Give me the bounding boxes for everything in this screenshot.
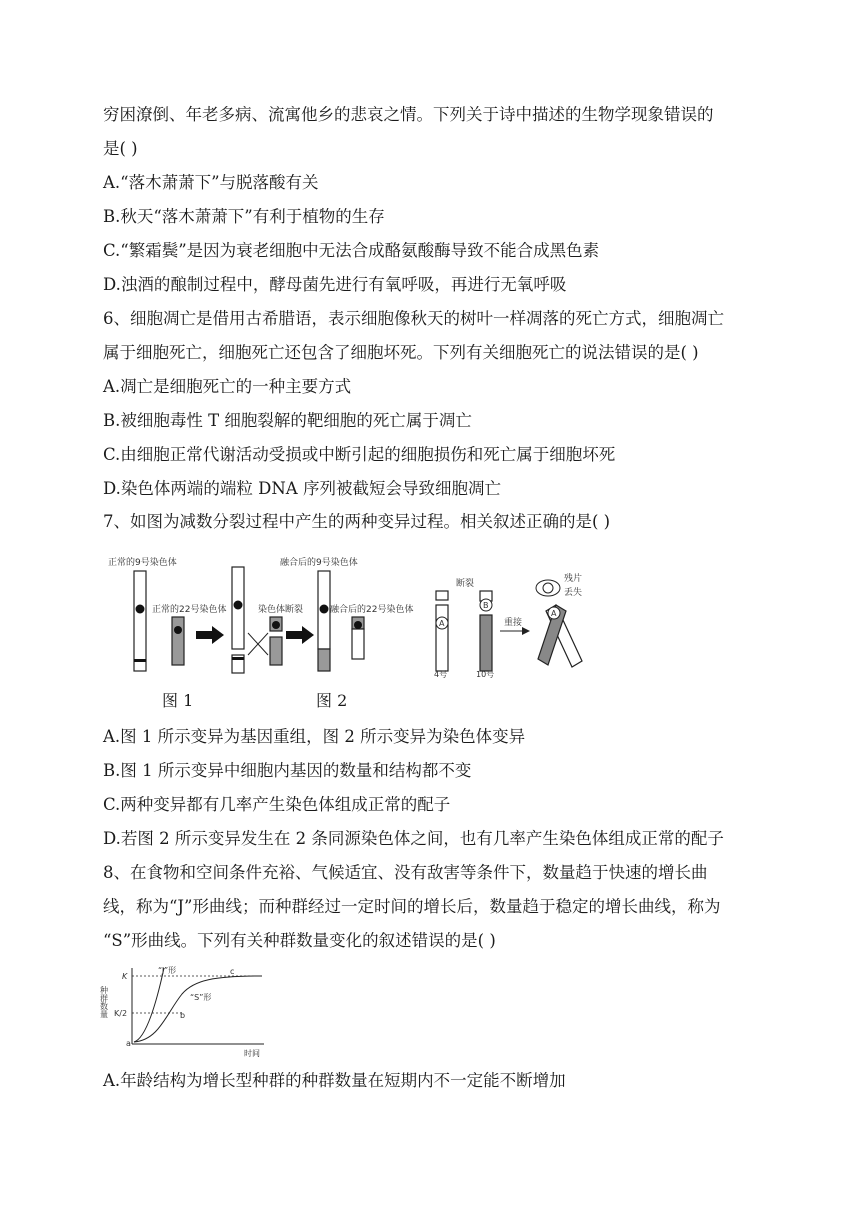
text-line: “S”形曲线。下列有关种群数量变化的叙述错误的是( ): [103, 931, 496, 950]
centromere: [354, 621, 362, 629]
point-b: b: [180, 1011, 186, 1020]
question-6: 6、细胞凋亡是借用古希腊语，表示细胞像秋天的树叶一样凋落的死亡方式，细胞凋亡: [103, 309, 724, 328]
centromere: [136, 605, 145, 614]
gene-b-label: B: [483, 601, 489, 610]
option-c: C.由细胞正常代谢活动受损或中断引起的细胞损伤和死亡属于细胞坏死: [103, 445, 616, 464]
xlabel: 时间: [244, 1049, 260, 1058]
label-normal-9: 正常的9号染色体: [108, 558, 177, 568]
text-line: 是( ): [103, 139, 138, 158]
translocated-segment: [352, 629, 364, 659]
chromosome-22-normal: [172, 617, 184, 665]
option-d: D.染色体两端的端粒 DNA 序列被截短会导致细胞凋亡: [103, 479, 501, 498]
chromosome-22-fragment: [270, 637, 282, 665]
band: [232, 657, 244, 660]
question-8: 8、在食物和空间条件充裕、气候适宜、没有敌害等条件下，数量趋于快速的增长曲: [103, 863, 708, 882]
option-a: A.凋亡是细胞死亡的一种主要方式: [103, 377, 352, 396]
text-line: 线，称为“J”形曲线；而种群经过一定时间的增长后，数量趋于稳定的增长曲线，称为: [103, 897, 721, 916]
centromere: [272, 621, 280, 629]
label-10: 10号: [476, 670, 495, 679]
question-7: 7、如图为减数分裂过程中产生的两种变异过程。相关叙述正确的是( ): [103, 512, 611, 531]
caption-figure-1: 图 1: [162, 691, 194, 710]
option-d: D.浊酒的酿制过程中，酵母菌先进行有氧呼吸，再进行无氧呼吸: [103, 275, 567, 294]
label-4: 4号: [434, 670, 448, 679]
chromosome-10: [480, 615, 492, 671]
centromere: [234, 601, 243, 610]
figure-7-chromosome-variation: [108, 553, 708, 683]
option-d: D.若图 2 所示变异发生在 2 条同源染色体之间，也有几率产生染色体组成正常的配子: [103, 829, 724, 848]
arrow-icon: [522, 627, 530, 635]
text-line: 属于细胞死亡，细胞死亡还包含了细胞坏死。下列有关细胞死亡的说法错误的是( ): [103, 343, 699, 362]
option-a: A.图 1 所示变异为基因重组，图 2 所示变异为染色体变异: [103, 727, 526, 746]
option-b: B.被细胞毒性 T 细胞裂解的靶细胞的死亡属于凋亡: [103, 411, 472, 430]
label-canpian: 残片: [564, 574, 583, 584]
arrow-icon: [286, 626, 314, 644]
gene-b-marker: [543, 583, 553, 593]
option-c: C.两种变异都有几率产生染色体组成正常的配子: [103, 795, 451, 814]
chromosome-4: [436, 605, 448, 671]
label-chongjie: 重接: [504, 618, 523, 628]
option-a: A.“落木萧萧下”与脱落酸有关: [103, 173, 319, 192]
j-label: “J”形: [158, 966, 177, 975]
caption-figure-2: 图 2: [316, 691, 348, 710]
label-diushi: 丢失: [564, 588, 583, 598]
point-c: c: [230, 967, 235, 976]
label-fused-22: 融合后的22号染色体: [330, 605, 414, 615]
text-line: 穷困潦倒、年老多病、流寓他乡的悲哀之情。下列关于诗中描述的生物学现象错误的: [103, 105, 714, 124]
k2-label: K/2: [114, 1009, 128, 1018]
label-break: 染色体断裂: [258, 605, 304, 615]
k-label: K: [122, 972, 128, 981]
chromosome-4-tip: [436, 591, 448, 600]
arrow-icon: [196, 626, 224, 644]
option-b: B.图 1 所示变异中细胞内基因的数量和结构都不变: [103, 761, 472, 780]
chromosome-9-normal: [134, 571, 146, 671]
option-c: C.“繁霜鬓”是因为衰老细胞中无法合成酪氨酸酶导致不能合成黑色素: [103, 241, 600, 260]
s-label: “S”形: [190, 993, 212, 1002]
ylabel: 种群数量: [99, 986, 109, 1018]
j-curve: [134, 968, 164, 1042]
label-normal-22: 正常的22号染色体: [152, 605, 227, 615]
label-fused-9: 融合后的9号染色体: [280, 558, 358, 568]
centromere: [174, 626, 182, 634]
figure-8-growth-curves: [99, 964, 274, 1060]
label-duanlie: 断裂: [456, 579, 475, 589]
option-b: B.秋天“落木萧萧下”有利于植物的生存: [103, 207, 385, 226]
gene-a-label: A: [551, 609, 557, 618]
option-a: A.年龄结构为增长型种群的种群数量在短期内不一定能不断增加: [103, 1071, 566, 1090]
band: [134, 659, 146, 662]
translocated-segment: [318, 649, 330, 671]
centromere: [320, 605, 329, 614]
gene-a-label: A: [439, 619, 445, 628]
point-a: a: [126, 1039, 131, 1048]
